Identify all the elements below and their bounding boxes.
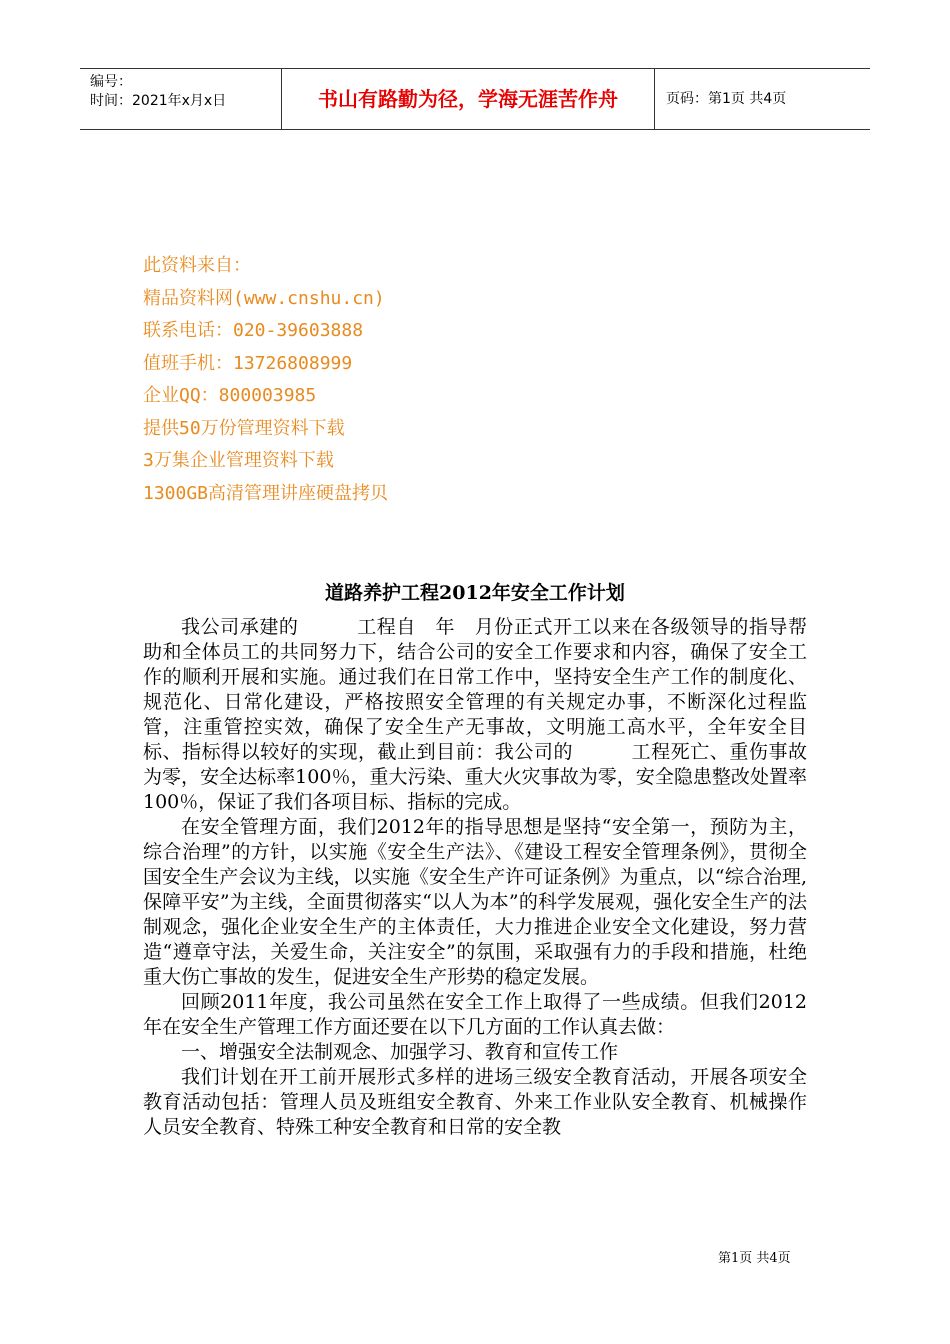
header-page-info: 页码：第1页 共4页 bbox=[666, 91, 787, 107]
document-time: 时间：2021年x月x日 bbox=[90, 93, 227, 109]
source-line: 企业QQ：800003985 bbox=[143, 385, 317, 406]
document-body bbox=[143, 615, 807, 1140]
source-line: 精品资料网(www.cnshu.cn) bbox=[143, 287, 385, 309]
source-line: 联系电话：020-39603888 bbox=[143, 320, 364, 341]
source-line: 值班手机：13726808999 bbox=[143, 352, 353, 374]
source-line: 提供50万份管理资料下载 bbox=[143, 417, 345, 439]
page-footer: 第1页 共4页 bbox=[718, 1251, 791, 1266]
page-header bbox=[80, 68, 870, 130]
body-paragraph: 在安全管理方面，我们2012年的指导思想是坚持“安全第一，预防为主，综合治理”的方针，以实施《安全生产法》、《建设工程安全管理条例》，贯彻全国安全生产会议为主线，以实施《安全生产许可证条例》为重点，以“综合治理,保障平安”为主线，全面贯彻落实“以人为本”的科学发展观，强化安全生产的法制观念，强化企业安全生产的主体责任，大力推进企业安全文化建设，努力营造“遵章守法，关爱生命，关注安全”的氛围，采取强有力的手段和措施，杜绝重大伤亡事故的发生，促进安全生产形势的稳定发展。 bbox=[143, 816, 807, 988]
source-line: 3万集企业管理资料下载 bbox=[143, 450, 334, 471]
source-info-block bbox=[143, 250, 388, 510]
source-line: 1300GB高清管理讲座硬盘拷贝 bbox=[143, 482, 389, 504]
header-divider bbox=[654, 69, 655, 129]
header-left bbox=[90, 73, 285, 111]
body-paragraph: 回顾2011年度，我公司虽然在安全工作上取得了一些成绩。但我们2012年在安全生产管理工作方面还要在以下几方面的工作认真去做： bbox=[143, 991, 807, 1038]
body-paragraph: 我公司承建的 工程自 年 月份正式开工以来在各级领导的指导帮助和全体员工的共同努力下，结合公司的安全工作要求和内容，确保了安全工作的顺利开展和实施。通过我们在日常工作中，坚持安全生产工作的制度化、规范化、日常化建设，严格按照安全管理的有关规定办事，不断深化过程监管，注重管控实效，确保了安全生产无事故，文明施工高水平，全年安全目标、指标得以较好的实现，截止到目前：我公司的 工程死亡、重伤事故为零，安全达标率100％，重大污染、重大火灾事故为零，安全隐患整改处置率100％，保证了我们各项目标、指标的完成。 bbox=[143, 616, 807, 813]
section-heading: 一、增强安全法制观念、加强学习、教育和宣传工作 bbox=[181, 1041, 619, 1063]
source-line: 此资料来自： bbox=[143, 255, 251, 276]
header-motto: 书山有路勤为径，学海无涯苦作舟 bbox=[318, 87, 618, 111]
body-paragraph: 我们计划在开工前开展形式多样的进场三级安全教育活动，开展各项安全教育活动包括：管理人员及班组安全教育、外来工作业队安全教育、机械操作人员安全教育、特殊工种安全教育和日常的安全教 bbox=[143, 1066, 807, 1138]
document-number-label: 编号： bbox=[90, 74, 132, 90]
document-title: 道路养护工程2012年安全工作计划 bbox=[325, 582, 625, 604]
